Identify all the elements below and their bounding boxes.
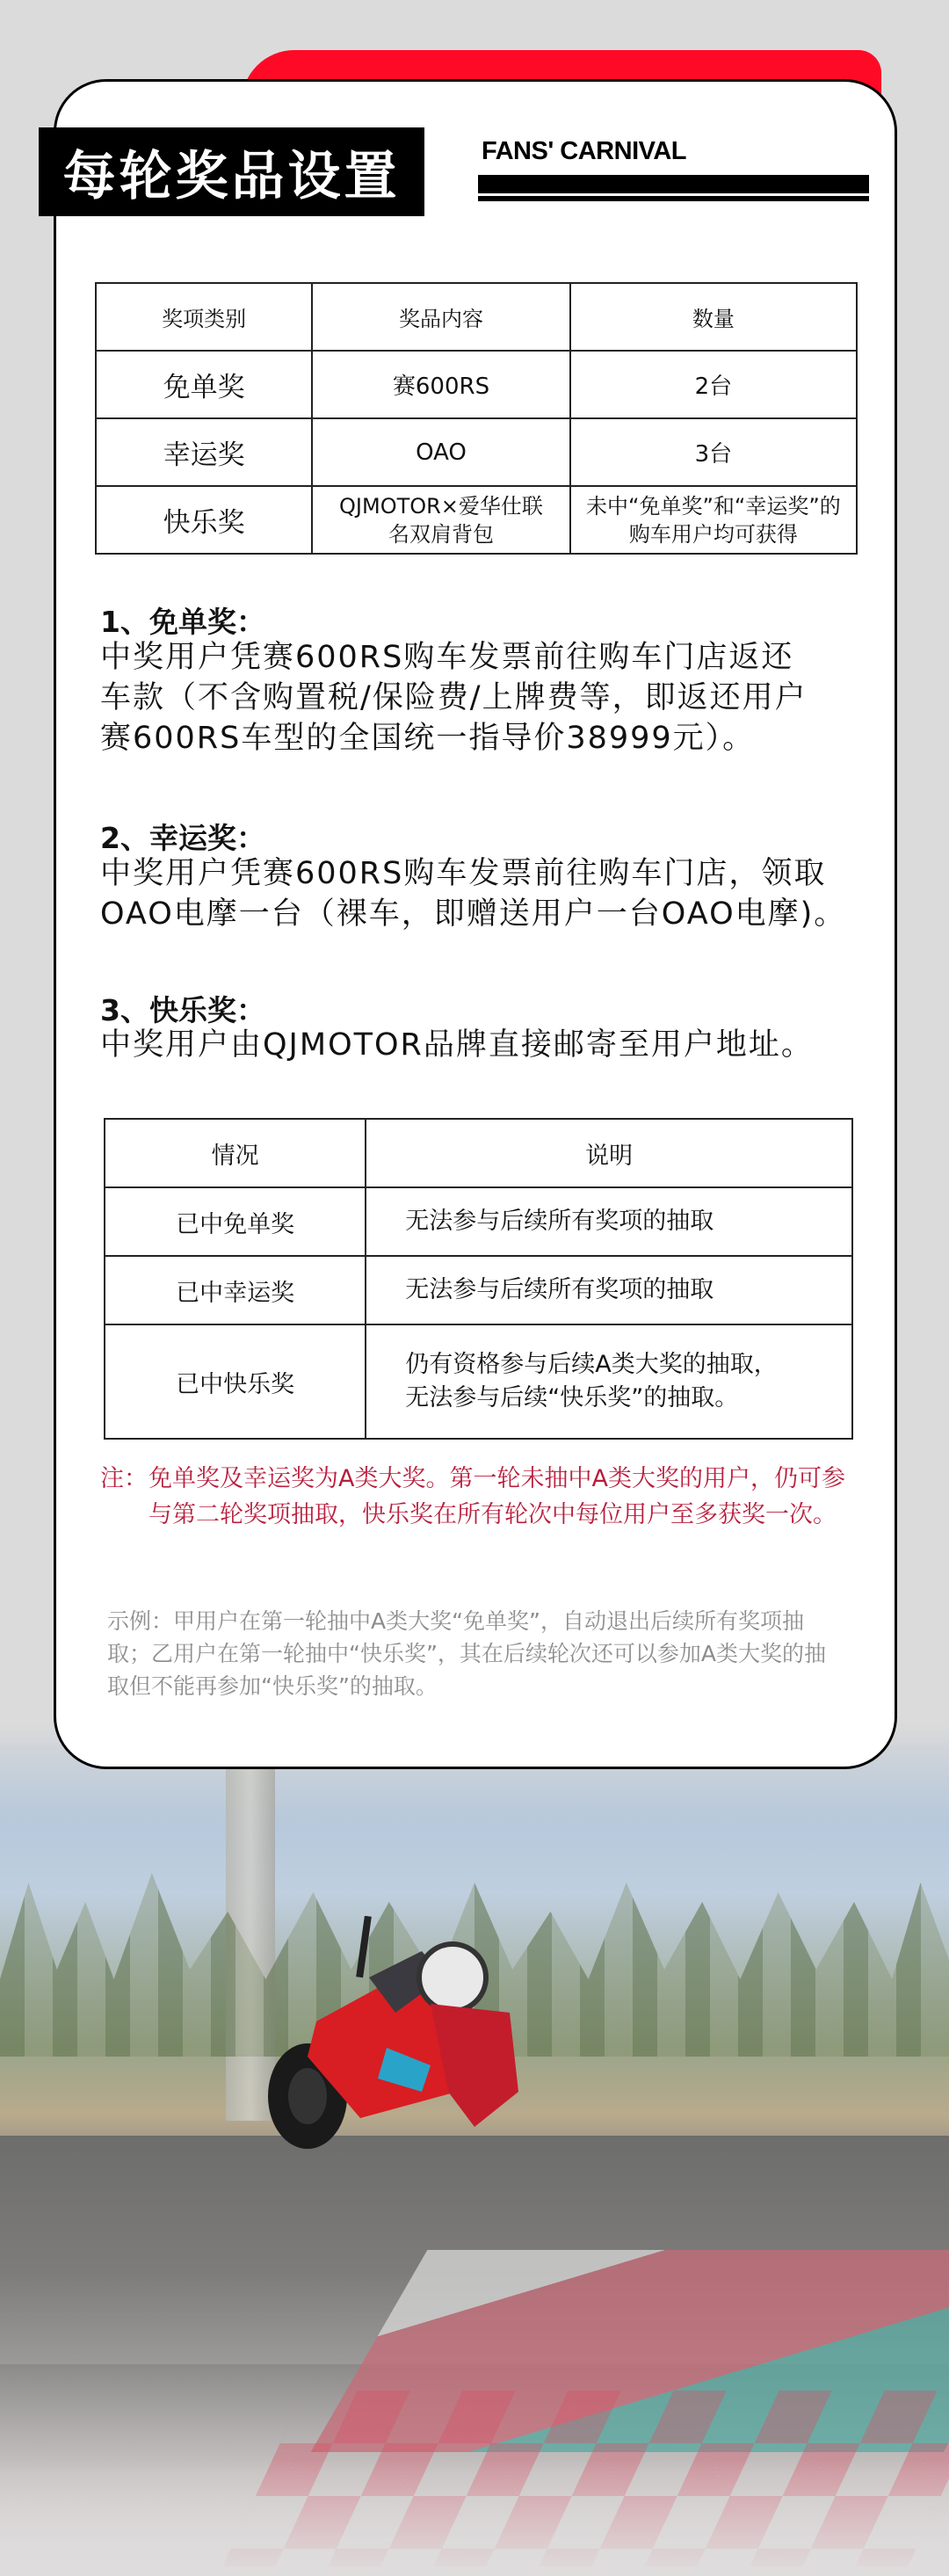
cell-content: 赛600RS bbox=[312, 351, 570, 418]
status-table bbox=[104, 1118, 853, 1440]
table-row bbox=[96, 418, 857, 486]
section-body-happy bbox=[100, 1025, 865, 1065]
body-line: 中奖用户由QJMOTOR品牌直接邮寄至用户地址。 bbox=[100, 1027, 814, 1063]
page-title: 每轮奖品设置 bbox=[62, 145, 401, 207]
header-content: 奖品内容 bbox=[312, 283, 570, 351]
prize-table bbox=[95, 282, 858, 555]
table-header-row bbox=[96, 283, 857, 351]
table-row bbox=[105, 1187, 852, 1256]
header-situation: 情况 bbox=[105, 1119, 366, 1187]
table-row bbox=[96, 486, 857, 554]
description-line: 仍有资格参与后续A类大奖的抽取， bbox=[405, 1351, 778, 1378]
cell-quantity: 未中“免单奖”和“幸运奖”的购车用户均可获得 bbox=[570, 486, 857, 554]
description-line: 无法参与后续“快乐奖”的抽取。 bbox=[405, 1384, 739, 1411]
table-row bbox=[96, 351, 857, 418]
body-line: 中奖用户凭赛600RS购车发票前往购车门店返还 bbox=[100, 640, 794, 675]
body-line: 车款（不含购置税/保险费/上牌费等，即返还用户 bbox=[100, 680, 808, 715]
header-quantity: 数量 bbox=[570, 283, 857, 351]
body-line: 赛600RS车型的全国统一指导价38999元）。 bbox=[100, 721, 756, 756]
cell-situation: 已中快乐奖 bbox=[105, 1324, 366, 1439]
section-heading-happy: 3、快乐奖： bbox=[100, 993, 265, 1027]
body-line: 中奖用户凭赛600RS购车发票前往购车门店，领取 bbox=[100, 856, 827, 891]
note-block bbox=[100, 1461, 856, 1533]
decorative-bar bbox=[478, 175, 869, 193]
cell-description bbox=[366, 1324, 852, 1439]
photo-fade bbox=[0, 2461, 949, 2576]
header-description: 说明 bbox=[366, 1119, 852, 1187]
cell-content: OAO bbox=[312, 418, 570, 486]
decorative-bar-thin bbox=[478, 196, 869, 201]
section-body-lucky bbox=[100, 853, 865, 934]
cell-category: 免单奖 bbox=[96, 351, 312, 418]
cell-quantity: 3台 bbox=[570, 418, 857, 486]
page-title-box bbox=[39, 127, 424, 216]
note-text: 免单奖及幸运奖为A类大奖。第一轮未抽中A类大奖的用户，仍可参与第二轮奖项抽取，快乐奖在所有轮次中每位用户至多获奖一次。 bbox=[149, 1465, 845, 1528]
header-category: 奖项类别 bbox=[96, 283, 312, 351]
cell-description: 无法参与后续所有奖项的抽取 bbox=[366, 1187, 852, 1256]
cell-description: 无法参与后续所有奖项的抽取 bbox=[366, 1256, 852, 1324]
cell-category: 快乐奖 bbox=[96, 486, 312, 554]
motorcycle-rider-icon bbox=[255, 1916, 571, 2153]
body-line: OAO电摩一台（裸车，即赠送用户一台OAO电摩)。 bbox=[100, 896, 847, 932]
table-row bbox=[105, 1324, 852, 1439]
table-row bbox=[105, 1256, 852, 1324]
table-header-row bbox=[105, 1119, 852, 1187]
cell-category: 幸运奖 bbox=[96, 418, 312, 486]
section-heading-free: 1、免单奖： bbox=[100, 605, 265, 639]
cell-situation: 已中幸运奖 bbox=[105, 1256, 366, 1324]
section-heading-lucky: 2、幸运奖： bbox=[100, 821, 265, 855]
cell-situation: 已中免单奖 bbox=[105, 1187, 366, 1256]
subtitle-fans-carnival: FANS' CARNIVAL bbox=[482, 137, 686, 165]
note-label: 注： bbox=[100, 1465, 148, 1492]
cell-content: QJMOTOR×爱华仕联名双肩背包 bbox=[312, 486, 570, 554]
section-body-free bbox=[100, 637, 865, 758]
example-text: 示例：甲用户在第一轮抽中A类大奖“免单奖”，自动退出后续所有奖项抽取；乙用户在第一轮抽中“快乐奖”，其在后续轮次还可以参加A类大奖的抽取但不能再参加“快乐奖”的抽取。 bbox=[107, 1608, 827, 1699]
cell-quantity: 2台 bbox=[570, 351, 857, 418]
